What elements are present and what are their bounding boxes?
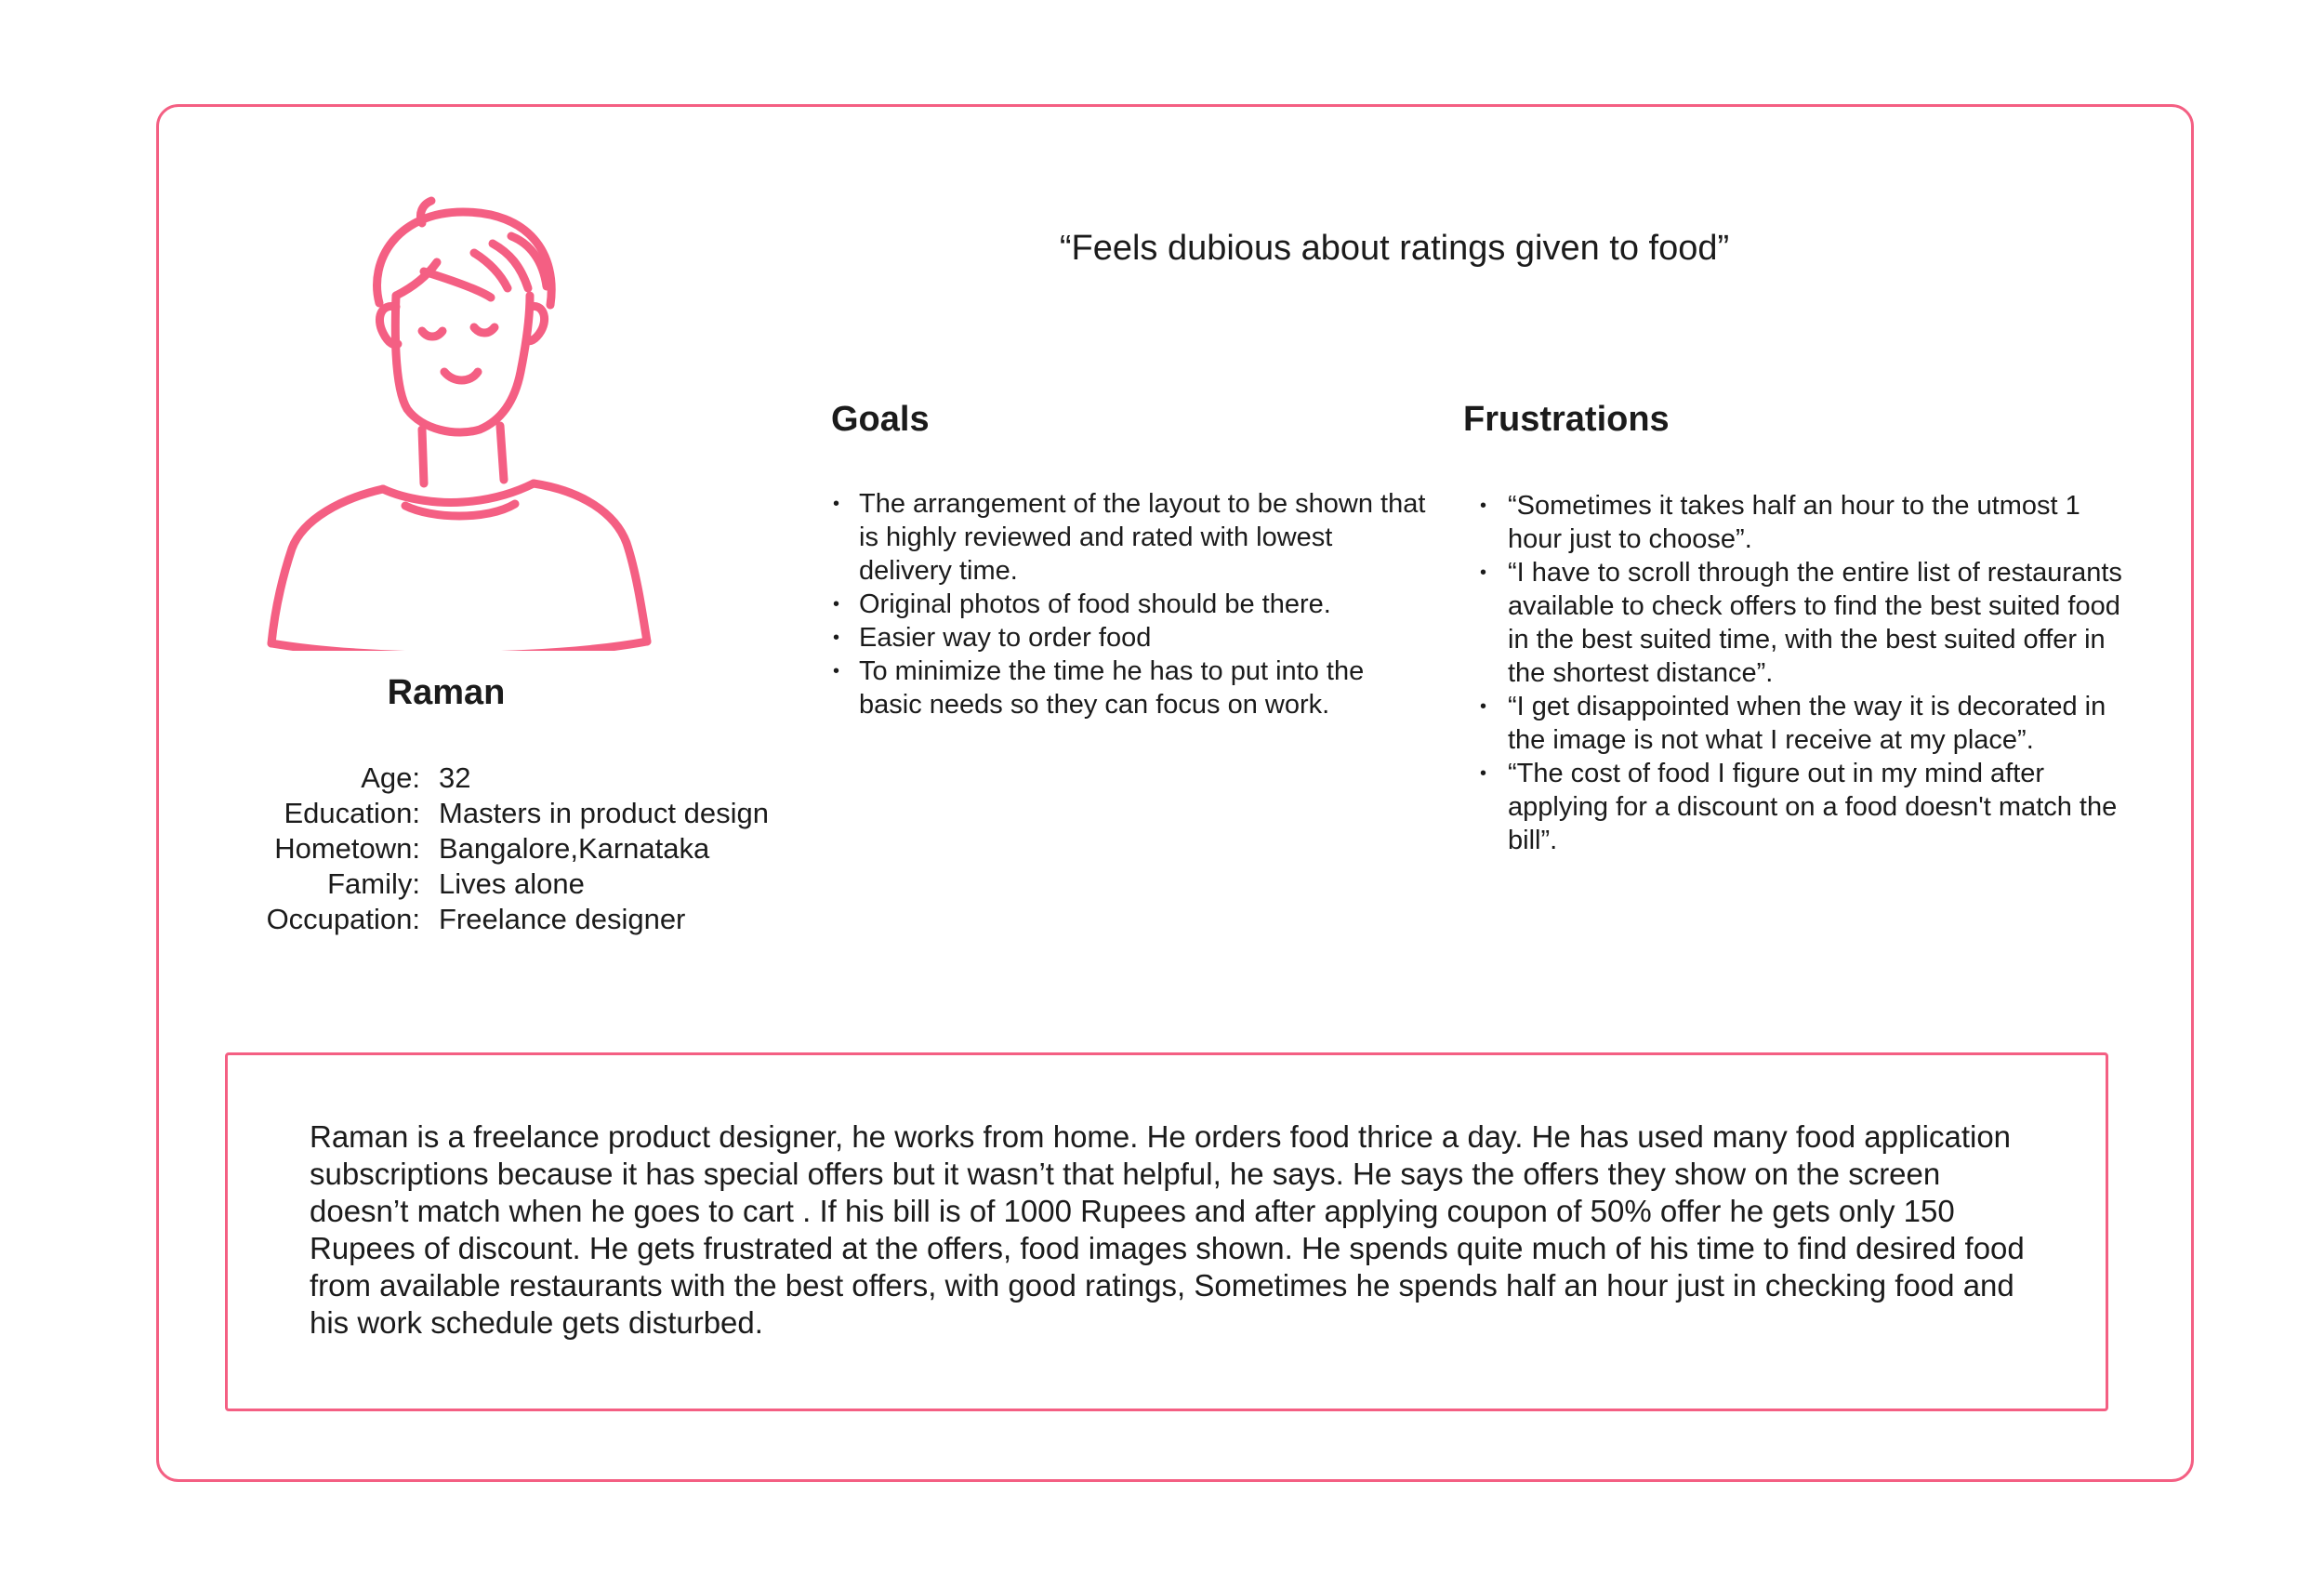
detail-education: [186, 796, 769, 831]
detail-label: Family:: [327, 867, 420, 900]
detail-label: Hometown:: [274, 832, 420, 865]
person-illustration-icon: [258, 186, 667, 651]
detail-label: Age:: [361, 761, 420, 794]
goal-item: • Original photos of food should be there.: [831, 588, 1426, 621]
persona-name: Raman: [387, 673, 506, 712]
detail-family: [186, 866, 769, 902]
detail-label: Occupation:: [266, 903, 420, 935]
scenario-text: Raman is a freelance product designer, he works from home. He orders food thrice a day. He has used many food application subscriptions because it has special offers but it wasn’t that helpful, he says. He says the offers they show on the screen doesn’t match when he goes to cart . If his bill is of 1000 Rupees and after applying coupon of 50% offer he gets only 150 Rupees of discount. He gets frustrated at the offers, food images shown. He spends quite much of his time to find desired food from available restaurants with the best offers, with good ratings, Sometimes he spends half an hour just in checking food and his work schedule gets disturbed.: [310, 1119, 2025, 1340]
detail-age: [186, 761, 769, 796]
goal-item: • To minimize the time he has to put into the basic needs so they can focus on work.: [831, 655, 1426, 721]
detail-value: Masters in product design: [439, 797, 769, 829]
detail-occupation: [186, 902, 769, 937]
frustration-item: • “I get disappointed when the way it is decorated in the image is not what I receive at my place”.: [1482, 690, 2133, 757]
frustration-item: • “Sometimes it takes half an hour to the utmost 1 hour just to choose”.: [1482, 489, 2133, 556]
frustrations-list: [1482, 489, 2133, 857]
scenario-box: [225, 1052, 2108, 1411]
detail-value: Bangalore,Karnataka: [439, 832, 710, 865]
goals-heading: Goals: [831, 400, 930, 439]
frustrations-heading: Frustrations: [1463, 400, 1670, 439]
detail-hometown: [186, 831, 769, 866]
persona-quote: “Feels dubious about ratings given to food”: [1059, 229, 1730, 268]
detail-value: 32: [439, 761, 471, 794]
goals-list: [831, 487, 1426, 721]
detail-value: Freelance designer: [439, 903, 686, 935]
detail-label: Education:: [284, 797, 420, 829]
frustration-item: • “The cost of food I figure out in my mind after applying for a discount on a food doesn't match the bill”.: [1482, 757, 2133, 857]
persona-details: [186, 761, 769, 937]
goal-item: • The arrangement of the layout to be shown that is highly reviewed and rated with lowest delivery time.: [831, 487, 1426, 588]
detail-value: Lives alone: [439, 867, 585, 900]
frustration-item: • “I have to scroll through the entire list of restaurants available to check offers to find the best suited food in the best suited time, with the best suited offer in the shortest distance”.: [1482, 556, 2133, 690]
goal-item: • Easier way to order food: [831, 621, 1426, 655]
